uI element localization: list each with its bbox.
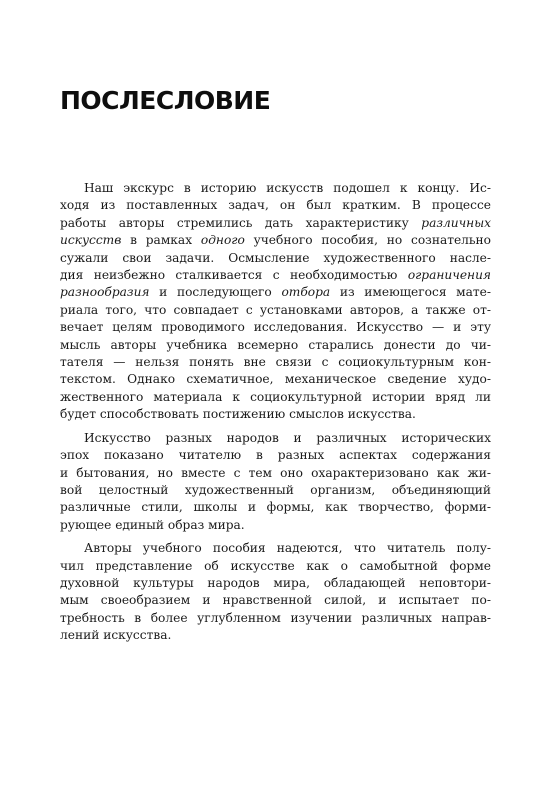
text-line xyxy=(60,430,491,447)
text-line xyxy=(60,180,491,197)
emphasis-run: разнообразия xyxy=(60,285,150,300)
text-run: чил представление об искусстве как о самобытной форме xyxy=(60,558,491,573)
text-run: из имеющегося мате- xyxy=(330,285,491,300)
text-line xyxy=(60,319,491,336)
paragraph xyxy=(60,180,491,424)
text-run: учебного пособия, но сознательно xyxy=(244,233,491,248)
text-run: тателя — нельзя понять вне связи с социокультурным кон- xyxy=(60,355,491,370)
text-line xyxy=(60,627,491,644)
text-line xyxy=(60,499,491,516)
text-line xyxy=(60,406,491,423)
text-run: жественного материала к социокультурной истории вряд ли xyxy=(60,389,491,404)
text-run: лений искусства. xyxy=(60,628,172,643)
text-run: мым своеобразием и нравственной силой, и испытает по- xyxy=(60,593,491,608)
text-run: работы авторы стремились дать характеристику xyxy=(60,215,422,230)
emphasis-run: различных xyxy=(421,215,491,230)
text-line xyxy=(60,371,491,388)
text-line xyxy=(60,250,491,267)
paragraph xyxy=(60,430,491,534)
text-line xyxy=(60,465,491,482)
text-run: мысль авторы учебника всемерно старались донести до чи- xyxy=(60,337,491,352)
text-run: сужали свои задачи. Осмысление художественного насле- xyxy=(60,250,491,265)
text-line xyxy=(60,389,491,406)
text-line xyxy=(60,517,491,534)
text-line xyxy=(60,284,491,301)
text-run: требность в более углубленном изучении различных направ- xyxy=(60,610,491,625)
text-run: рующее единый образ мира. xyxy=(60,517,245,532)
text-run: духовной культуры народов мира, обладающей неповтори- xyxy=(60,575,491,590)
text-line xyxy=(60,558,491,575)
text-line xyxy=(60,337,491,354)
emphasis-run: искусств xyxy=(60,233,122,248)
text-run: будет способствовать постижению смыслов искусства. xyxy=(60,407,416,422)
text-line xyxy=(60,354,491,371)
emphasis-run: одного xyxy=(200,233,245,248)
body-text xyxy=(60,180,491,651)
text-line xyxy=(60,232,491,249)
text-run: Наш экскурс в историю искусств подошел к концу. Ис- xyxy=(84,181,491,195)
text-run: и бытования, но вместе с тем оно охарактеризовано как жи- xyxy=(60,465,491,480)
text-run: вечает целям проводимого исследования. Искусство — и эту xyxy=(60,320,491,335)
text-run: дия неизбежно сталкивается с необходимостью xyxy=(60,268,408,283)
text-line xyxy=(60,540,491,557)
page-title: ПОСЛЕСЛОВИЕ xyxy=(60,86,271,115)
text-line xyxy=(60,610,491,627)
text-line xyxy=(60,302,491,319)
text-run: текстом. Однако схематичное, механическое сведение худо- xyxy=(60,372,491,387)
text-line xyxy=(60,575,491,592)
text-line xyxy=(60,267,491,284)
paragraph xyxy=(60,540,491,644)
emphasis-run: ограничения xyxy=(407,268,491,283)
text-line xyxy=(60,215,491,232)
text-line xyxy=(60,592,491,609)
text-run: ходя из поставленных задач, он был кратким. В процессе xyxy=(60,198,491,213)
text-run: и последующего xyxy=(149,285,282,300)
text-line xyxy=(60,197,491,214)
text-run: вой целостный художественный организм, объединяющий xyxy=(60,482,491,497)
text-run: Искусство разных народов и различных исторических xyxy=(84,430,491,445)
text-run: различные стили, школы и формы, как творчество, форми- xyxy=(60,500,491,515)
text-run: риала того, что совпадает с установками авторов, а также от- xyxy=(60,302,491,317)
text-line xyxy=(60,447,491,464)
text-run: Авторы учебного пособия надеются, что читатель полу- xyxy=(84,541,491,556)
emphasis-run: отбора xyxy=(281,285,331,300)
text-run: эпох показано читателю в разных аспектах содержания xyxy=(60,448,491,463)
text-run: в рамках xyxy=(121,233,201,248)
text-line xyxy=(60,482,491,499)
